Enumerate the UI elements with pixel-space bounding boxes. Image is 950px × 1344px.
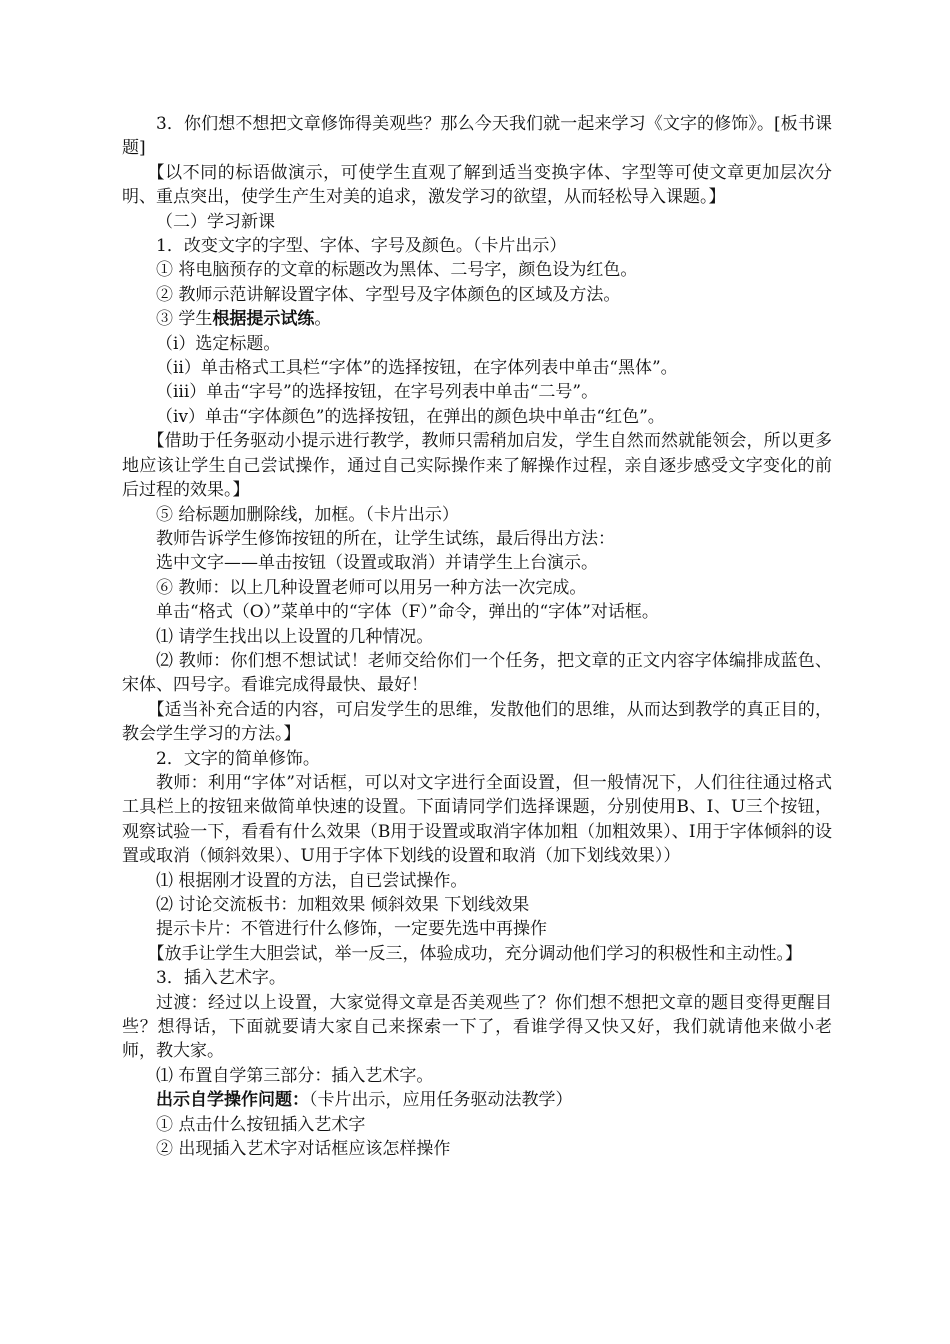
paragraph-teacher-tells: 教师告诉学生修饰按钮的所在，让学生试练，最后得出方法： xyxy=(156,528,615,549)
paragraph-transition: 过渡：经过以上设置，大家觉得文章是否美观些了？你们想不想把文章的题目变得更醒目些？想得话，下面就要请大家自己来探索一下了，看谁学得又快又好，我们就请他来做小老师，教大家。 xyxy=(122,992,832,1062)
step-5: ⑤ 给标题加删除线，加框。（卡片出示） xyxy=(156,504,459,525)
step-3-bold: 根据提示试练 xyxy=(212,309,315,330)
paragraph-note-2: 【借助于任务驱动小提示进行教学，教师只需稍加启发，学生自然而然就能领会，所以更多地应该让学生自己尝试操作，通过自己实际操作来了解操作过程，亲自逐步感受文字变化的前后过程的效果。】 xyxy=(122,431,832,501)
step-6: ⑥ 教师：以上几种设置老师可以用另一种方法一次完成。 xyxy=(156,577,587,598)
section-heading-new-lesson: （二）学习新课 xyxy=(156,211,275,232)
subheading-3: 3．插入艺术字。 xyxy=(156,968,286,989)
paragraph-method: 选中文字——单击按钮（设置或取消）并请学生上台演示。 xyxy=(156,553,598,574)
question-1: ① 点击什么按钮插入艺术字 xyxy=(156,1114,366,1135)
step-3 xyxy=(122,307,832,331)
substep-iv: （ⅳ）单击“字体颜色”的选择按钮，在弹出的颜色块中单击“红色”。 xyxy=(156,406,665,427)
paragraph-note-3: 【适当补充合适的内容，可启发学生的思维，发散他们的思维，从而达到教学的真正目的，教会学生学习的方法。】 xyxy=(122,699,832,745)
subheading-2: 2．文字的简单修饰。 xyxy=(156,748,320,769)
step-3-suffix: 。 xyxy=(314,309,332,330)
substep-ii: （ⅱ）单击格式工具栏“字体”的选择按钮，在字体列表中单击“黑体”。 xyxy=(156,358,678,379)
item-discuss: ⑵ 讨论交流板书：加粗效果 倾斜效果 下划线效果 xyxy=(156,895,530,915)
paragraph-self-study xyxy=(122,1088,832,1112)
paragraph-teacher-bui: 教师：利用“字体”对话框，可以对文字进行全面设置，但一般情况下，人们往往通过格式工具栏上的按钮来做简单快速的设置。下面请同学们选择课题，分别使用B、I、U三个按钮，观察试验一下，看看有什么效果（B用于设置或取消字体加粗（加粗效果）、I用于字体倾斜的设置或取消（倾斜效果）、U用于字体下划线的设置和取消（加下划线效果）） xyxy=(122,772,832,867)
step-2: ② 教师示范讲解设置字体、字型号及字体颜色的区域及方法。 xyxy=(156,284,621,305)
item-1: ⑴ 请学生找出以上设置的几种情况。 xyxy=(156,626,434,647)
paragraph-note-4: 【放手让学生大胆尝试，举一反三，体验成功，充分调动他们学习的积极性和主动性。】 xyxy=(147,943,802,964)
substep-iii: （ⅲ）单击“字号”的选择按钮，在字号列表中单击“二号”。 xyxy=(156,382,599,403)
subheading-1: 1．改变文字的字型、字体、字号及颜色。（卡片出示） xyxy=(156,236,567,257)
item-try: ⑴ 根据刚才设置的方法，自已尝试操作。 xyxy=(156,870,468,891)
step-3-prefix: ③ 学生 xyxy=(156,309,213,330)
substep-i: （ⅰ）选定标题。 xyxy=(156,333,281,354)
item-assign: ⑴ 布置自学第三部分：插入艺术字。 xyxy=(156,1065,434,1086)
self-study-rest: （卡片出示，应用任务驱动法教学） xyxy=(309,1090,573,1111)
paragraph-note-1: 【以不同的标语做演示，可使学生直观了解到适当变换字体、字型等可使文章更加层次分明、重点突出，使学生产生对美的追求，激发学习的欲望，从而轻松导入课题。】 xyxy=(122,162,832,208)
paragraph-intro-question: 3．你们想不想把文章修饰得美观些？那么今天我们就一起来学习《文字的修饰》。[板书课题] xyxy=(122,114,832,159)
item-2: ⑵ 教师：你们想不想试试！老师交给你们一个任务，把文章的正文内容字体编排成蓝色、宋体、四号字。看谁完成得最快、最好！ xyxy=(122,650,832,696)
step-1: ① 将电脑预存的文章的标题改为黑体、二号字，颜色设为红色。 xyxy=(156,260,638,281)
question-2: ② 出现插入艺术字对话框应该怎样操作 xyxy=(156,1139,451,1160)
self-study-bold: 出示自学操作问题： xyxy=(156,1090,309,1111)
paragraph-format-menu: 单击“格式（O）”菜单中的“字体（F）”命令，弹出的“字体”对话框。 xyxy=(156,602,659,623)
paragraph-hint-card: 提示卡片：不管进行什么修饰，一定要先选中再操作 xyxy=(156,919,547,940)
